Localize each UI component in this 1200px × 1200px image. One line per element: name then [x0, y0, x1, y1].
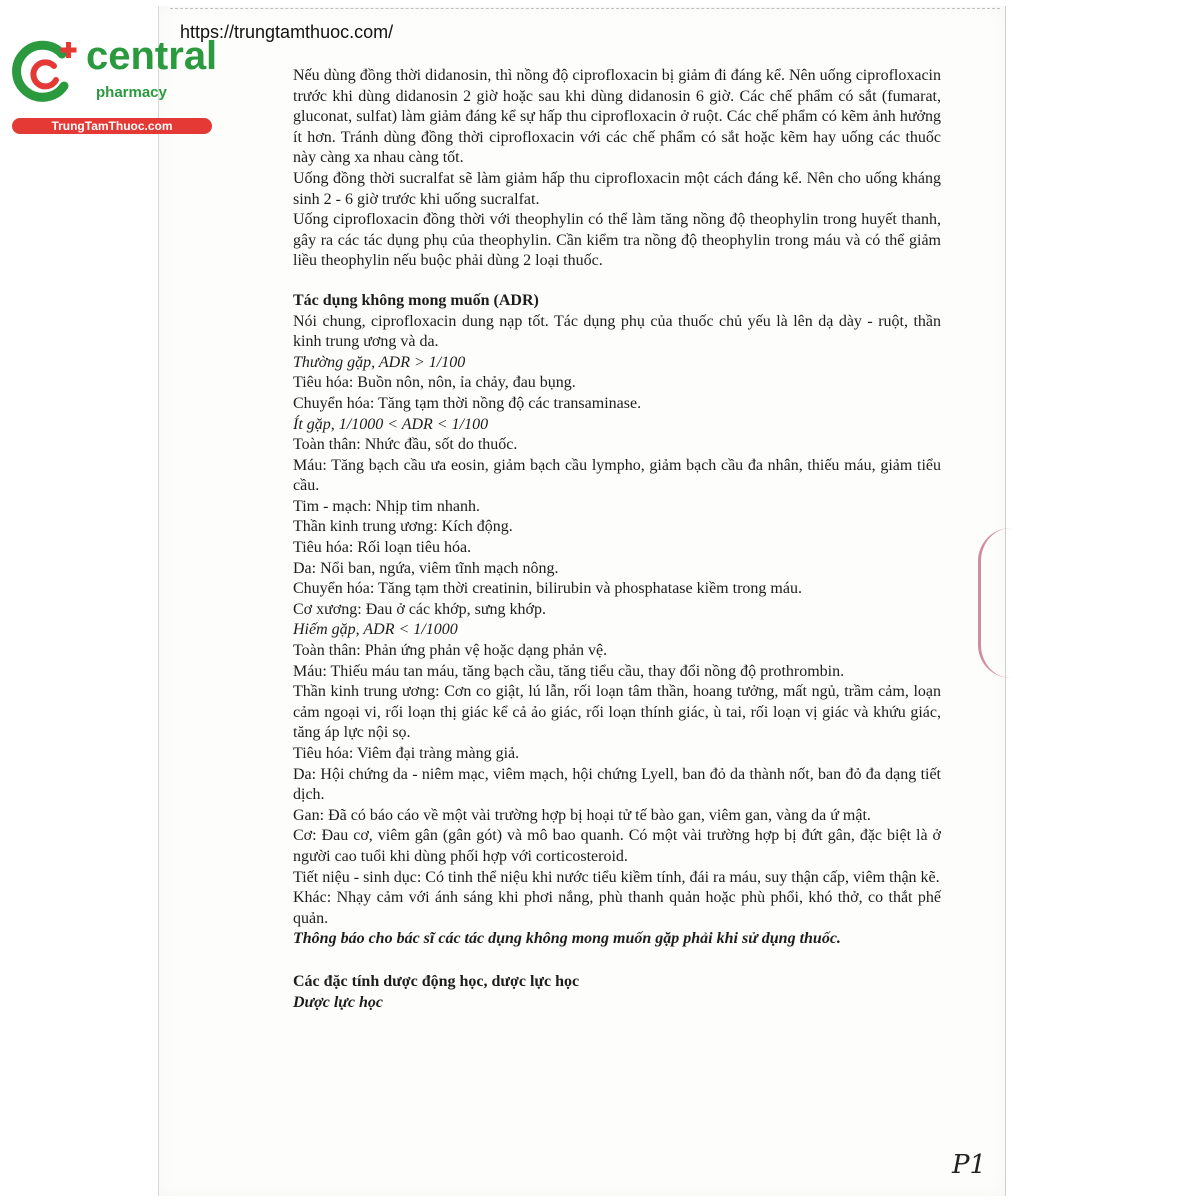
report-notice: Thông báo cho bác sĩ các tác dụng không mong muốn gặp phải khi sử dụng thuốc.	[293, 930, 841, 948]
rare-item: Máu: Thiếu máu tan máu, tăng bạch cầu, tăng tiểu cầu, thay đổi nồng độ prothrombin.	[293, 662, 845, 680]
uncommon-item: Cơ xương: Đau ở các khớp, sưng khớp.	[293, 600, 546, 618]
rare-item: Tiêu hóa: Viêm đại tràng màng giả.	[293, 745, 520, 762]
rare-item: Toàn thân: Phản ứng phản vệ hoặc dạng phản vệ.	[293, 642, 608, 660]
rare-item: Thần kinh trung ương: Cơn co giật, lú lẫn, rối loạn tâm thần, hoang tưởng, mất ngủ, trầm cảm, loạn cảm ngoại vi, rối loạn thị giác kể cả ảo giác, rối loạn thính giác, ù tai, rối loạn vị giác và khứu giác, tăng áp lực nội sọ.	[293, 683, 941, 742]
stamp-mark	[978, 528, 1011, 678]
rare-item: Gan: Đã có báo cáo về một vài trường hợp bị hoại tử tế bào gan, viêm gan, vàng da ứ mật.	[293, 806, 871, 824]
common-item: Chuyển hóa: Tăng tạm thời nồng độ các transaminase.	[293, 394, 642, 412]
source-url[interactable]: https://trungtamthuoc.com/	[180, 22, 394, 42]
uncommon-item: Máu: Tăng bạch cầu ưa eosin, giảm bạch cầu lympho, giảm bạch cầu đa nhân, thiếu máu, giảm tiểu cầu.	[293, 456, 941, 495]
rare-item: Cơ: Đau cơ, viêm gân (gân gót) và mô bao quanh. Có một vài trường hợp bị đứt gân, đặc biệt là ở người cao tuổi khi dùng phối hợp với corticosteroid.	[293, 827, 941, 865]
adr-heading: Tác dụng không mong muốn (ADR)	[293, 291, 539, 309]
interaction-paragraph-didanosin: Nếu dùng đồng thời didanosin, thì nồng độ ciprofloxacin bị giảm đi đáng kể. Nên uống ciprofloxacin trước khi dùng didanosin 2 giờ hoặc sau khi dùng didanosin 6 giờ. Các chế phẩm có sắt (fumarat, gluconat, sulfat) làm giảm đáng kể sự hấp thu ciprofloxacin ở ruột. Các chế phẩm có kẽm ảnh hưởng ít hơn. Tránh dùng đồng thời ciprofloxacin với các chế phẩm có sắt hoặc kẽm hay uống các thuốc này càng xa nhau càng tốt.	[293, 67, 941, 167]
uncommon-item: Tiêu hóa: Rối loạn tiêu hóa.	[293, 539, 472, 557]
adr-intro: Nói chung, ciprofloxacin dung nạp tốt. Tác dụng phụ của thuốc chủ yếu là lên dạ dày - ruột, thần kinh trung ương và da.	[293, 312, 941, 351]
rare-heading: Hiếm gặp, ADR < 1/1000	[293, 621, 458, 639]
uncommon-heading: Ít gặp, 1/1000 < ADR < 1/100	[293, 415, 489, 433]
logo-banner: TrungTamThuoc.com	[12, 118, 212, 134]
interaction-paragraph-sucralfat: Uống đồng thời sucralfat sẽ làm giảm hấp thu ciprofloxacin một cách đáng kể. Nên cho uống kháng sinh 2 - 6 giờ trước khi uống sucralfat.	[293, 169, 941, 208]
pharmacology-heading: Các đặc tính dược động học, dược lực học	[293, 972, 580, 990]
uncommon-item: Chuyển hóa: Tăng tạm thời creatinin, bilirubin và phosphatase kiềm trong máu.	[293, 580, 802, 598]
document-body	[293, 66, 941, 1013]
common-heading: Thường gặp, ADR > 1/100	[293, 353, 466, 371]
common-item: Tiêu hóa: Buồn nôn, nôn, ỉa chảy, đau bụng.	[293, 374, 576, 392]
pharmacodynamics-subheading: Dược lực học	[293, 993, 383, 1011]
uncommon-item: Da: Nổi ban, ngứa, viêm tĩnh mạch nông.	[293, 559, 559, 577]
rare-item: Tiết niệu - sinh dục: Có tinh thể niệu khi nước tiểu kiềm tính, đái ra máu, suy thận cấp, viêm thận kẽ.	[293, 868, 940, 886]
page-number: P1	[952, 1150, 987, 1180]
uncommon-item: Tim - mạch: Nhịp tim nhanh.	[293, 497, 480, 515]
rare-item: Khác: Nhạy cảm với ánh sáng khi phơi nắng, phù thanh quản hoặc phù phổi, khó thở, co thắt phế quản.	[293, 889, 941, 927]
pharmacy-logo	[8, 34, 218, 136]
logo-mark-icon	[10, 36, 82, 108]
interaction-paragraph-theophylin: Uống ciprofloxacin đồng thời với theophylin có thể làm tăng nồng độ theophylin trong huyết thanh, gây ra các tác dụng phụ của theophylin. Cần kiểm tra nồng độ theophylin trong máu và có thể giảm liều theophylin nếu buộc phải dùng 2 loại thuốc.	[293, 211, 941, 270]
scan-edge-noise	[170, 8, 1000, 15]
uncommon-item: Toàn thân: Nhức đầu, sốt do thuốc.	[293, 436, 518, 454]
logo-name: central	[86, 34, 218, 78]
rare-item: Da: Hội chứng da - niêm mạc, viêm mạch, hội chứng Lyell, ban đỏ da thành nốt, ban đỏ đa dạng tiết dịch.	[293, 765, 941, 804]
uncommon-item: Thần kinh trung ương: Kích động.	[293, 518, 513, 536]
logo-subtitle: pharmacy	[96, 84, 167, 101]
